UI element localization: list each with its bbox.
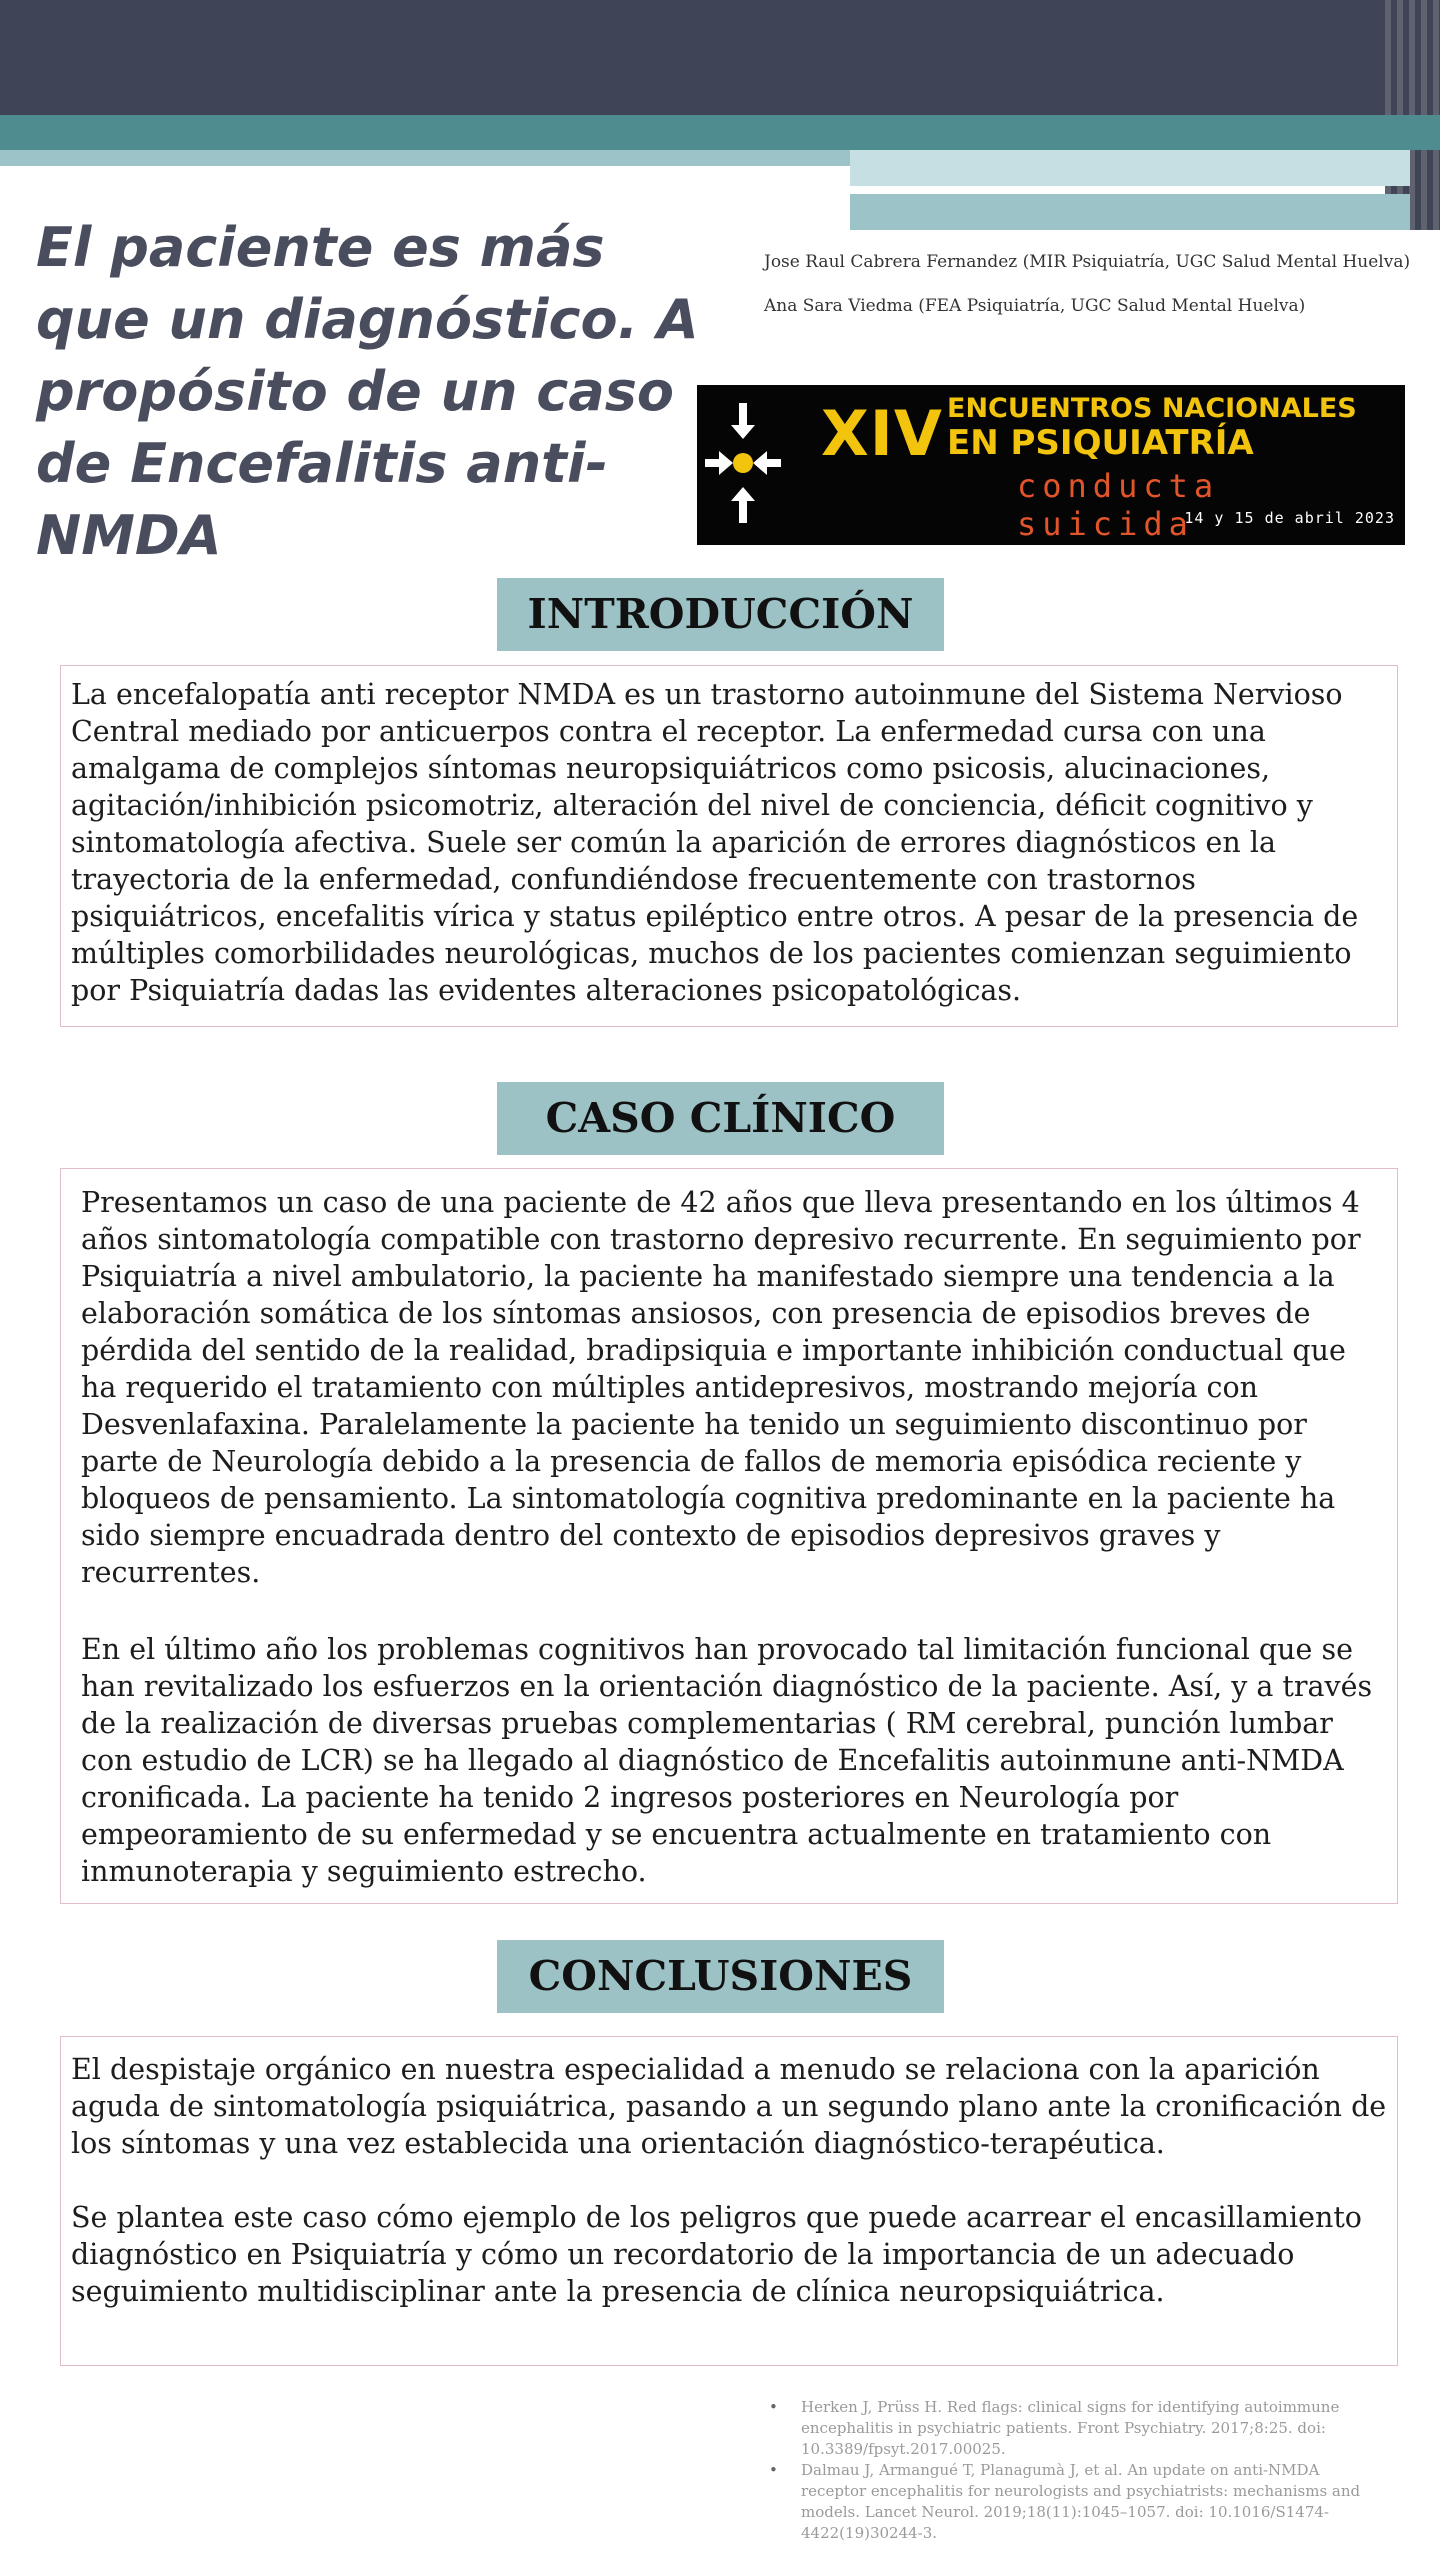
author-1: Jose Raul Cabrera Fernandez (MIR Psiquiatría, UGC Salud Mental Huelva) xyxy=(764,252,1411,272)
caso-heading: CASO CLÍNICO xyxy=(497,1082,944,1155)
author-2: Ana Sara Viedma (FEA Psiquiatría, UGC Salud Mental Huelva) xyxy=(764,296,1306,316)
conclusiones-paragraph-2: Se plantea este caso cómo ejemplo de los peligros que puede acarrear el encasillamiento diagnóstico en Psiquiatría y cómo un recordatorio de la importancia de un adecuado seguimiento multidisciplinar ante la presencia de clínica neuropsiquiátrica. xyxy=(71,2201,1362,2308)
author-list xyxy=(764,250,1424,338)
header-band-light-right-2 xyxy=(850,194,1410,230)
intro-paragraph: La encefalopatía anti receptor NMDA es un trastorno autoinmune del Sistema Nervioso Central mediado por anticuerpos contra el receptor. La enfermedad cursa con una amalgama de complejos síntomas neuropsiquiátricos como psicosis, alucinaciones, agitación/inhibición psicomotriz, alteración del nivel de conciencia, déficit cognitivo y sintomatología afectiva. Suele ser común la aparición de errores diagnósticos en la trayectoria de la enfermedad, confundiéndose frecuentemente con trastornos psiquiátricos, encefalitis vírica y status epiléptico entre otros. A pesar de la presencia de múltiples comorbilidades neurológicas, muchos de los pacientes comienzan seguimiento por Psiquiatría dadas las evidentes alteraciones psicopatológicas. xyxy=(71,678,1359,1007)
reference-item: • Herken J, Prüss H. Red flags: clinical signs for identifying autoimmune encephalitis in psychiatric patients. Front Psychiatry. 2017;8:25. doi: 10.3389/fpsyt.2017.00025. xyxy=(765,2397,1365,2460)
caso-paragraph-2: En el último año los problemas cognitivos han provocado tal limitación funcional que se han revitalizado los esfuerzos en la orientación diagnóstico de la paciente. Así, y a través de la realización de diversas pruebas complementarias ( RM cerebral, punción lumbar con estudio de LCR) se ha llegado al diagnóstico de Encefalitis autoinmune anti-NMDA cronificada. La paciente ha tenido 2 ingresos posteriores en Neurología por empeoramiento de su enfermedad y se encuentra actualmente en tratamiento con inmunoterapia y seguimiento estrecho. xyxy=(81,1633,1373,1888)
header-band-light xyxy=(0,150,850,166)
header-band-dark xyxy=(0,0,1440,115)
banner-date: 14 y 15 de abril 2023 xyxy=(1184,509,1395,527)
intro-box xyxy=(60,665,1398,1027)
poster-title: El paciente es más que un diagnóstico. A propósito de un caso de Encefalitis anti-NMDA xyxy=(36,216,699,567)
banner-theme: conducta suicida xyxy=(1017,467,1220,543)
conference-banner xyxy=(697,385,1405,545)
intro-heading: INTRODUCCIÓN xyxy=(497,578,944,651)
header-band-light-right xyxy=(850,150,1410,186)
reference-item: • Dalmau J, Armangué T, Planagumà J, et al. An update on anti-NMDA receptor encephalitis for neurologists and psychiatrists: mechanisms and models. Lancet Neurol. 2019;18(11):1045–1057. doi: 10.1016/S1474-4422(19)30244-3. xyxy=(765,2460,1365,2544)
arrows-target-icon xyxy=(705,393,781,533)
caso-paragraph-1: Presentamos un caso de una paciente de 42 años que lleva presentando en los últimos 4 años sintomatología compatible con trastorno depresivo recurrente. En seguimiento por Psiquiatría a nivel ambulatorio, la paciente ha manifestado siempre una tendencia a la elaboración somática de los síntomas ansiosos, con presencia de episodios breves de pérdida del sentido de la realidad, bradipsiquia e importante inhibición conductual que ha requerido el tratamiento con múltiples antidepresivos, mostrando mejoría con Desvenlafaxina. Paralelamente la paciente ha tenido un seguimiento discontinuo por parte de Neurología debido a la presencia de fallos de memoria episódica reciente y bloqueos de pensamiento. La sintomatología cognitiva predominante en la paciente ha sido siempre encuadrada dentro del contexto de episodios depresivos graves y recurrentes. xyxy=(81,1186,1361,1589)
banner-line-1: ENCUENTROS NACIONALES xyxy=(947,393,1357,424)
conclusiones-paragraph-1: El despistaje orgánico en nuestra especialidad a menudo se relaciona con la aparición aguda de sintomatología psiquiátrica, pasando a un segundo plano ante la cronificación de los síntomas y una vez establecida una orientación diagnóstico-terapéutica. xyxy=(71,2053,1387,2160)
conclusiones-heading: CONCLUSIONES xyxy=(497,1940,944,2013)
reference-list xyxy=(765,2397,1365,2544)
banner-edition: XIV xyxy=(821,397,943,470)
header-band-teal xyxy=(0,115,1440,150)
caso-box xyxy=(60,1168,1398,1904)
banner-line-2: EN PSIQUIATRÍA xyxy=(947,423,1254,463)
conclusiones-box xyxy=(60,2036,1398,2366)
header-divider xyxy=(850,186,1330,194)
